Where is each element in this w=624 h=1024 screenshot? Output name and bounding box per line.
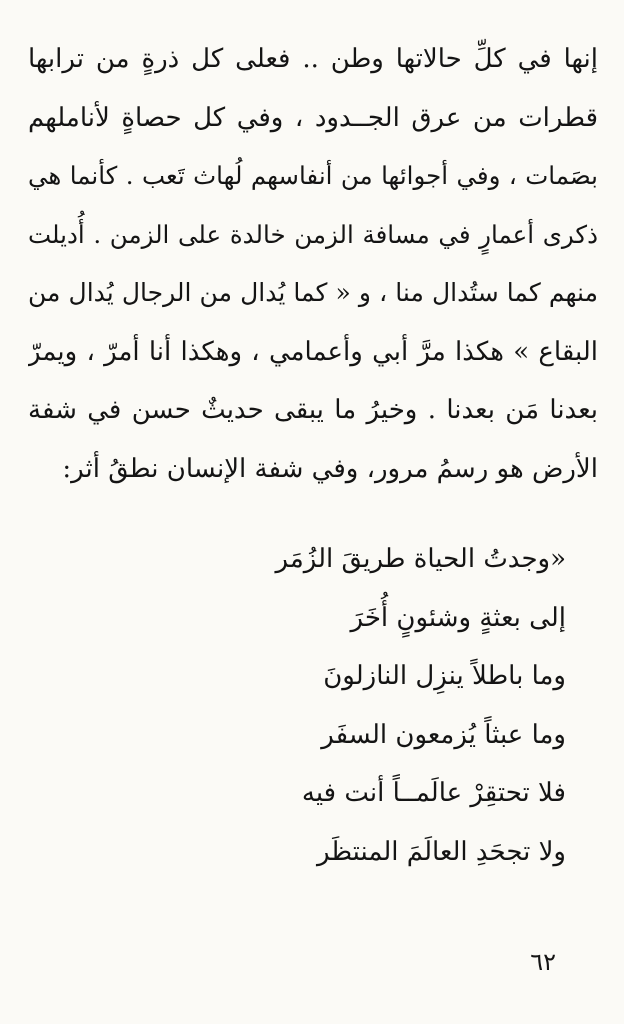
prose-line: الأرض هو رسمُ مرور، وفي شفة الإنسان نطقُ أثر: <box>62 453 598 484</box>
poem-line: فلا تحتقِرْ عالَمــاً أنت فيه <box>301 778 566 808</box>
poem-line: وما باطلاً ينزِل النازلونَ <box>323 661 566 691</box>
prose-line: ذكرى أعمارٍ في مسافة الزمن خالدة على الزمن . أُديلت <box>28 219 598 249</box>
prose-line: البقاع » هكذا مرَّ أبي وأعمامي ، وهكذا أنا أمرّ ، ويمرّ <box>28 336 598 367</box>
poem-line: إلى بعثةٍ وشئونٍ أُخَرَ <box>350 602 566 633</box>
prose-line: قطرات من عرق الجــدود ، وفي كل حصاةٍ لأناملهم <box>28 102 598 133</box>
poem-line: «وجدتُ الحياة طريقَ الزُمَر <box>275 544 566 574</box>
prose-line: بصَمات ، وفي أجوائها من أنفاسهم لُهاث تَعب . كأنما هي <box>28 161 598 190</box>
prose-line: بعدنا مَن بعدنا . وخيرُ ما يبقى حديثٌ حسن في شفة <box>28 395 598 425</box>
poem-line: ولا تجحَدِ العالَمَ المنتظَر <box>316 836 566 867</box>
prose-line: إنها في كلِّ حالاتها وطن .. فعلى كل ذرةٍ من ترابها <box>28 44 598 74</box>
poem-block <box>26 530 566 881</box>
page-number: ٦٢ <box>530 948 556 976</box>
prose-line: منهم كما ستُدال منا ، و « كما يُدال من الرجال يُدال من <box>28 278 598 307</box>
poem-line: وما عبثاً يُزمعون السفَر <box>321 719 566 750</box>
prose-paragraph <box>28 30 598 498</box>
